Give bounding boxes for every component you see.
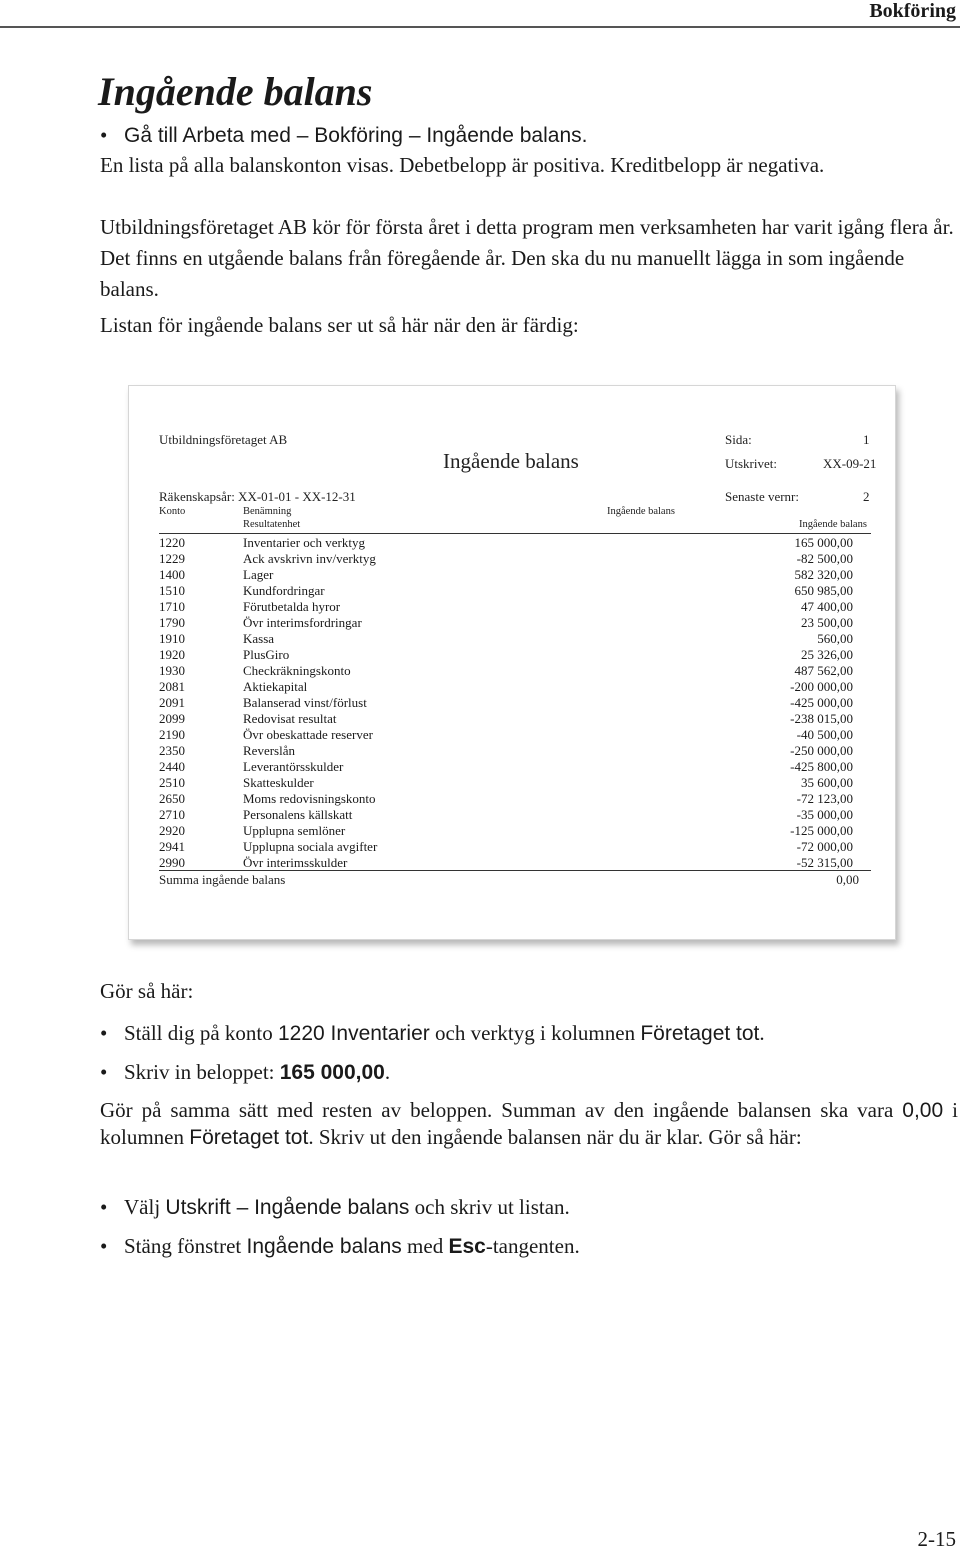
total-divider <box>159 870 871 871</box>
how-to-heading: Gör så här: <box>100 979 194 1003</box>
col-unit: Resultatenhet <box>243 519 301 530</box>
row-amount: 560,00 <box>817 631 853 646</box>
col-balance-right: Ingående balans <box>799 519 867 530</box>
row-name: PlusGiro <box>243 647 290 662</box>
row-name: Upplupna sociala avgifter <box>243 839 378 854</box>
table-row <box>159 599 859 615</box>
table-row <box>159 823 859 839</box>
row-amount: -35 000,00 <box>796 807 853 822</box>
row-amount: -238 015,00 <box>790 711 853 726</box>
row-name: Checkräkningskonto <box>243 663 351 678</box>
row-account: 2941 <box>159 839 185 854</box>
col-name: Benämning <box>243 506 292 517</box>
table-row <box>159 583 859 599</box>
row-name: Inventarier och verktyg <box>243 535 366 550</box>
row-amount: -52 315,00 <box>796 855 853 870</box>
row-account: 1920 <box>159 647 185 662</box>
row-amount: 25 326,00 <box>801 647 853 662</box>
table-row <box>159 743 859 759</box>
row-account: 2440 <box>159 759 185 774</box>
row-amount: -425 800,00 <box>790 759 853 774</box>
row-account: 1510 <box>159 583 185 598</box>
latest-label: Senaste vernr: <box>725 489 800 504</box>
page-number: 2-15 <box>917 1527 956 1551</box>
row-amount: -425 000,00 <box>790 695 853 710</box>
table-row <box>159 839 859 855</box>
table-row <box>159 855 859 871</box>
paragraph-4: Gör på samma sätt med resten av beloppen. Summan av den ingående balansen ska vara 0,00 i kolumnen Företaget tot. Skriv ut den ingående balansen när du är klar. Gör så här: <box>100 1098 958 1149</box>
table-row <box>159 807 859 823</box>
table-row <box>159 631 859 647</box>
row-name: Reverslån <box>243 743 295 758</box>
table-row <box>159 727 859 743</box>
row-account: 2710 <box>159 807 185 822</box>
row-name: Balanserad vinst/förlust <box>243 695 367 710</box>
row-account: 1930 <box>159 663 185 678</box>
row-account: 1910 <box>159 631 185 646</box>
row-name: Övr interimsskulder <box>243 855 348 870</box>
row-account: 2350 <box>159 743 185 758</box>
row-amount: 47 400,00 <box>801 599 853 614</box>
table-row <box>159 695 859 711</box>
row-name: Personalens källskatt <box>243 807 353 822</box>
section-label: Bokföring <box>869 0 956 22</box>
report-screenshot <box>128 385 896 940</box>
table-row <box>159 647 859 663</box>
list-item: • Gå till Arbeta med – Bokföring – Ingående balans. <box>100 123 588 147</box>
page-label: Sida: <box>725 432 752 447</box>
fiscal-year: Räkenskapsår: XX-01-01 - XX-12-31 <box>159 489 356 504</box>
total-value: 0,00 <box>836 872 859 887</box>
row-account: 1400 <box>159 567 185 582</box>
header-divider <box>159 533 871 534</box>
table-row <box>159 615 859 631</box>
table-row <box>159 775 859 791</box>
row-account: 2990 <box>159 855 185 870</box>
row-account: 2510 <box>159 775 185 790</box>
row-amount: 650 985,00 <box>794 583 853 598</box>
list-item: • Stäng fönstret Ingående balans med Esc-tangenten. <box>100 1234 580 1258</box>
col-balance: Ingående balans <box>607 506 675 517</box>
row-amount: -200 000,00 <box>790 679 853 694</box>
row-name: Aktiekapital <box>243 679 308 694</box>
row-amount: 165 000,00 <box>794 535 853 550</box>
row-account: 2920 <box>159 823 185 838</box>
row-amount: -250 000,00 <box>790 743 853 758</box>
row-amount: -40 500,00 <box>796 727 853 742</box>
row-amount: 582 320,00 <box>794 567 853 582</box>
row-account: 2099 <box>159 711 185 726</box>
row-name: Skatteskulder <box>243 775 314 790</box>
paragraph-1: En lista på alla balanskonton visas. Debetbelopp är positiva. Kreditbelopp är negativa. <box>100 153 825 177</box>
row-account: 1229 <box>159 551 185 566</box>
row-amount: 35 600,00 <box>801 775 853 790</box>
row-amount: 487 562,00 <box>794 663 853 678</box>
row-account: 1710 <box>159 599 185 614</box>
table-row <box>159 679 859 695</box>
row-account: 2081 <box>159 679 185 694</box>
table-row <box>159 551 859 567</box>
table-row <box>159 663 859 679</box>
row-amount: -72 000,00 <box>796 839 853 854</box>
row-name: Leverantörsskulder <box>243 759 344 774</box>
steps-list-2 <box>100 1192 958 1262</box>
paragraph-3: Listan för ingående balans ser ut så här när den är färdig: <box>100 313 579 337</box>
row-amount: -125 000,00 <box>790 823 853 838</box>
header-rule <box>0 26 960 28</box>
table-row <box>159 791 859 807</box>
table-row <box>159 567 859 583</box>
row-name: Upplupna semlöner <box>243 823 346 838</box>
row-account: 1220 <box>159 535 185 550</box>
table-row <box>159 759 859 775</box>
row-name: Moms redovisningskonto <box>243 791 376 806</box>
row-amount: -82 500,00 <box>796 551 853 566</box>
row-account: 2650 <box>159 791 185 806</box>
row-account: 2091 <box>159 695 185 710</box>
table-row <box>159 535 859 551</box>
row-amount: 23 500,00 <box>801 615 853 630</box>
row-name: Redovisat resultat <box>243 711 337 726</box>
row-name: Kassa <box>243 631 275 646</box>
printed-label: Utskrivet: <box>725 456 777 471</box>
table-row <box>159 711 859 727</box>
row-name: Övr interimsfordringar <box>243 615 362 630</box>
row-name: Förutbetalda hyror <box>243 599 341 614</box>
latest-value: 2 <box>863 489 870 504</box>
row-name: Ack avskrivn inv/verktyg <box>243 551 376 566</box>
row-name: Övr obeskattade reserver <box>243 727 373 742</box>
report-title: Ingående balans <box>443 449 579 473</box>
row-account: 2190 <box>159 727 185 742</box>
printed-value: XX-09-21 <box>823 456 877 471</box>
list-item: • Skriv in beloppet: 165 000,00. <box>100 1060 391 1084</box>
list-item: • Ställ dig på konto 1220 Inventarier och verktyg i kolumnen Företaget tot. <box>100 1021 765 1045</box>
row-account: 1790 <box>159 615 185 630</box>
steps-list-1 <box>100 1018 958 1088</box>
page-value: 1 <box>863 432 870 447</box>
list-item: • Välj Utskrift – Ingående balans och skriv ut listan. <box>100 1195 570 1219</box>
paragraph-2: Utbildningsföretaget AB kör för första året i detta program men verksamheten har varit igång flera år. Det finns en utgående balans från föregående år. Den ska du nu manuellt lägga in som ingående balans. <box>100 215 954 301</box>
page-title: Ingående balans <box>98 69 373 114</box>
row-name: Lager <box>243 567 274 582</box>
intro-list <box>100 120 958 151</box>
row-name: Kundfordringar <box>243 583 325 598</box>
row-amount: -72 123,00 <box>796 791 853 806</box>
col-account: Konto <box>159 506 186 517</box>
total-label: Summa ingående balans <box>159 872 286 887</box>
report-company: Utbildningsföretaget AB <box>159 432 288 447</box>
